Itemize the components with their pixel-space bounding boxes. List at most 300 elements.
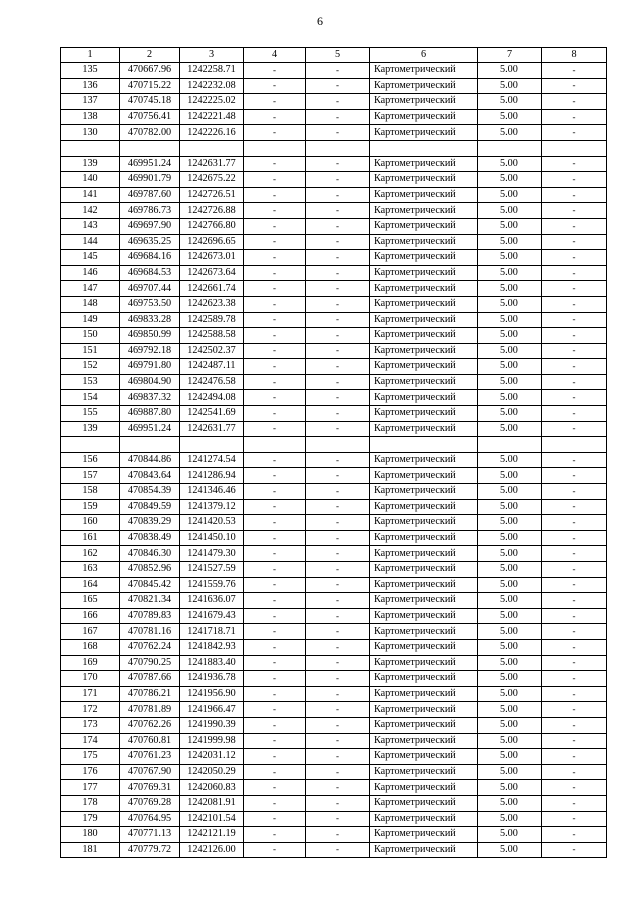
coordinate-x: 469786.73 — [120, 203, 180, 219]
coordinate-y: 1241956.90 — [180, 686, 244, 702]
coordinate-x: 470839.29 — [120, 515, 180, 531]
column-header: 8 — [542, 48, 607, 63]
point-number: 136 — [61, 78, 120, 94]
table-row — [61, 359, 607, 375]
coordinate-x: 470762.24 — [120, 639, 180, 655]
column-5-value: - — [306, 733, 370, 749]
accuracy-value: 5.00 — [478, 343, 542, 359]
column-8-value: - — [542, 671, 607, 687]
point-number: 172 — [61, 702, 120, 718]
point-number: 176 — [61, 764, 120, 780]
method-value: Картометрический — [370, 359, 478, 375]
accuracy-value: 5.00 — [478, 639, 542, 655]
table-row — [61, 78, 607, 94]
table-row — [61, 452, 607, 468]
column-header: 1 — [61, 48, 120, 63]
point-number: 156 — [61, 452, 120, 468]
column-4-value: - — [244, 390, 306, 406]
coordinate-x: 470786.21 — [120, 686, 180, 702]
coordinate-x: 470769.28 — [120, 795, 180, 811]
column-4-value: - — [244, 702, 306, 718]
method-value: Картометрический — [370, 686, 478, 702]
column-4-value: - — [244, 328, 306, 344]
method-value: Картометрический — [370, 265, 478, 281]
column-4-value: - — [244, 218, 306, 234]
accuracy-value: 5.00 — [478, 296, 542, 312]
column-4-value: - — [244, 374, 306, 390]
column-5-value: - — [306, 827, 370, 843]
method-value: Картометрический — [370, 390, 478, 406]
column-5-value: - — [306, 328, 370, 344]
column-5-value: - — [306, 250, 370, 266]
column-5-value: - — [306, 749, 370, 765]
column-4-value: - — [244, 484, 306, 500]
method-value: Картометрический — [370, 406, 478, 422]
coordinate-y: 1241420.53 — [180, 515, 244, 531]
column-5-value: - — [306, 234, 370, 250]
point-number: 149 — [61, 312, 120, 328]
method-value: Картометрический — [370, 795, 478, 811]
column-5-value: - — [306, 94, 370, 110]
column-5-value: - — [306, 312, 370, 328]
empty-cell — [120, 140, 180, 156]
column-4-value: - — [244, 562, 306, 578]
table-row — [61, 702, 607, 718]
method-value: Картометрический — [370, 94, 478, 110]
accuracy-value: 5.00 — [478, 218, 542, 234]
coordinate-x: 470845.42 — [120, 577, 180, 593]
column-8-value: - — [542, 468, 607, 484]
coordinate-x: 469850.99 — [120, 328, 180, 344]
column-4-value: - — [244, 686, 306, 702]
empty-cell — [478, 437, 542, 453]
coordinate-y: 1241527.59 — [180, 562, 244, 578]
table-row — [61, 296, 607, 312]
point-number: 177 — [61, 780, 120, 796]
point-number: 148 — [61, 296, 120, 312]
column-8-value: - — [542, 749, 607, 765]
method-value: Картометрический — [370, 624, 478, 640]
column-5-value: - — [306, 484, 370, 500]
column-5-value: - — [306, 530, 370, 546]
column-4-value: - — [244, 546, 306, 562]
accuracy-value: 5.00 — [478, 234, 542, 250]
method-value: Картометрический — [370, 733, 478, 749]
coordinate-y: 1241966.47 — [180, 702, 244, 718]
column-header: 7 — [478, 48, 542, 63]
page-number: 6 — [317, 14, 323, 28]
coordinate-y: 1241936.78 — [180, 671, 244, 687]
method-value: Картометрический — [370, 655, 478, 671]
accuracy-value: 5.00 — [478, 780, 542, 796]
table-row — [61, 749, 607, 765]
coordinate-y: 1242502.37 — [180, 343, 244, 359]
table-row — [61, 764, 607, 780]
coordinate-y: 1241286.94 — [180, 468, 244, 484]
column-8-value: - — [542, 281, 607, 297]
point-number: 158 — [61, 484, 120, 500]
column-4-value: - — [244, 234, 306, 250]
empty-cell — [542, 140, 607, 156]
column-4-value: - — [244, 733, 306, 749]
coordinate-y: 1242541.69 — [180, 406, 244, 422]
column-4-value: - — [244, 109, 306, 125]
column-4-value: - — [244, 452, 306, 468]
coordinate-y: 1242589.78 — [180, 312, 244, 328]
column-8-value: - — [542, 624, 607, 640]
coordinate-x: 469684.16 — [120, 250, 180, 266]
table-row — [61, 639, 607, 655]
coordinate-x: 469837.32 — [120, 390, 180, 406]
method-value: Картометрический — [370, 296, 478, 312]
accuracy-value: 5.00 — [478, 515, 542, 531]
coordinate-x: 470761.23 — [120, 749, 180, 765]
column-5-value: - — [306, 406, 370, 422]
column-5-value: - — [306, 343, 370, 359]
column-8-value: - — [542, 546, 607, 562]
point-number: 169 — [61, 655, 120, 671]
coordinate-y: 1241990.39 — [180, 717, 244, 733]
accuracy-value: 5.00 — [478, 811, 542, 827]
accuracy-value: 5.00 — [478, 827, 542, 843]
table-row — [61, 530, 607, 546]
column-header: 3 — [180, 48, 244, 63]
column-4-value: - — [244, 468, 306, 484]
method-value: Картометрический — [370, 468, 478, 484]
point-number: 179 — [61, 811, 120, 827]
column-4-value: - — [244, 250, 306, 266]
column-8-value: - — [542, 593, 607, 609]
table-row — [61, 374, 607, 390]
column-4-value: - — [244, 717, 306, 733]
accuracy-value: 5.00 — [478, 125, 542, 141]
point-number: 167 — [61, 624, 120, 640]
point-number: 164 — [61, 577, 120, 593]
column-8-value: - — [542, 390, 607, 406]
group-separator-row — [61, 140, 607, 156]
coordinate-y: 1241679.43 — [180, 608, 244, 624]
table-body — [61, 48, 607, 858]
column-8-value: - — [542, 187, 607, 203]
method-value: Картометрический — [370, 780, 478, 796]
table-row — [61, 562, 607, 578]
coordinate-x: 469792.18 — [120, 343, 180, 359]
accuracy-value: 5.00 — [478, 281, 542, 297]
coordinate-x: 470771.13 — [120, 827, 180, 843]
method-value: Картометрический — [370, 172, 478, 188]
table-row — [61, 312, 607, 328]
column-5-value: - — [306, 125, 370, 141]
empty-cell — [542, 437, 607, 453]
accuracy-value: 5.00 — [478, 187, 542, 203]
coordinate-y: 1242060.83 — [180, 780, 244, 796]
accuracy-value: 5.00 — [478, 733, 542, 749]
coordinate-x: 470667.96 — [120, 63, 180, 79]
column-8-value: - — [542, 639, 607, 655]
coordinate-x: 470781.89 — [120, 702, 180, 718]
accuracy-value: 5.00 — [478, 421, 542, 437]
column-5-value: - — [306, 608, 370, 624]
accuracy-value: 5.00 — [478, 109, 542, 125]
coordinate-y: 1242631.77 — [180, 421, 244, 437]
column-4-value: - — [244, 749, 306, 765]
column-8-value: - — [542, 530, 607, 546]
coordinate-x: 470779.72 — [120, 842, 180, 858]
coordinate-y: 1242226.16 — [180, 125, 244, 141]
column-5-value: - — [306, 390, 370, 406]
column-8-value: - — [542, 717, 607, 733]
empty-cell — [244, 140, 306, 156]
point-number: 160 — [61, 515, 120, 531]
column-4-value: - — [244, 593, 306, 609]
column-8-value: - — [542, 421, 607, 437]
accuracy-value: 5.00 — [478, 265, 542, 281]
coordinate-y: 1241346.46 — [180, 484, 244, 500]
coordinate-y: 1241636.07 — [180, 593, 244, 609]
column-5-value: - — [306, 374, 370, 390]
method-value: Картометрический — [370, 764, 478, 780]
method-value: Картометрический — [370, 717, 478, 733]
column-5-value: - — [306, 421, 370, 437]
coordinate-y: 1241718.71 — [180, 624, 244, 640]
empty-cell — [120, 437, 180, 453]
coordinate-y: 1242673.01 — [180, 250, 244, 266]
coordinate-y: 1242494.08 — [180, 390, 244, 406]
column-4-value: - — [244, 296, 306, 312]
coordinate-y: 1242673.64 — [180, 265, 244, 281]
method-value: Картометрический — [370, 312, 478, 328]
column-8-value: - — [542, 484, 607, 500]
coordinate-y: 1242661.74 — [180, 281, 244, 297]
method-value: Картометрический — [370, 608, 478, 624]
table-row — [61, 406, 607, 422]
point-number: 161 — [61, 530, 120, 546]
table-row — [61, 218, 607, 234]
column-8-value: - — [542, 764, 607, 780]
point-number: 174 — [61, 733, 120, 749]
coordinate-y: 1242101.54 — [180, 811, 244, 827]
column-5-value: - — [306, 218, 370, 234]
column-4-value: - — [244, 624, 306, 640]
point-number: 171 — [61, 686, 120, 702]
column-5-value: - — [306, 811, 370, 827]
coordinate-x: 469833.28 — [120, 312, 180, 328]
column-5-value: - — [306, 624, 370, 640]
coordinate-x: 469635.25 — [120, 234, 180, 250]
method-value: Картометрический — [370, 671, 478, 687]
column-5-value: - — [306, 764, 370, 780]
point-number: 147 — [61, 281, 120, 297]
empty-cell — [478, 140, 542, 156]
column-5-value: - — [306, 78, 370, 94]
coordinate-y: 1242121.19 — [180, 827, 244, 843]
table-row — [61, 281, 607, 297]
column-5-value: - — [306, 296, 370, 312]
coordinate-x: 469787.60 — [120, 187, 180, 203]
method-value: Картометрический — [370, 187, 478, 203]
point-number: 154 — [61, 390, 120, 406]
point-number: 139 — [61, 421, 120, 437]
coordinate-y: 1242081.91 — [180, 795, 244, 811]
point-number: 168 — [61, 639, 120, 655]
column-8-value: - — [542, 234, 607, 250]
table-row — [61, 655, 607, 671]
column-8-value: - — [542, 296, 607, 312]
coordinate-y: 1241999.98 — [180, 733, 244, 749]
coordinate-y: 1241559.76 — [180, 577, 244, 593]
coordinate-x: 470846.30 — [120, 546, 180, 562]
table-row — [61, 187, 607, 203]
column-header: 6 — [370, 48, 478, 63]
coordinate-y: 1241883.40 — [180, 655, 244, 671]
point-number: 151 — [61, 343, 120, 359]
column-5-value: - — [306, 671, 370, 687]
table-row — [61, 546, 607, 562]
point-number: 153 — [61, 374, 120, 390]
column-4-value: - — [244, 63, 306, 79]
accuracy-value: 5.00 — [478, 468, 542, 484]
column-4-value: - — [244, 671, 306, 687]
accuracy-value: 5.00 — [478, 717, 542, 733]
column-8-value: - — [542, 78, 607, 94]
point-number: 180 — [61, 827, 120, 843]
point-number: 145 — [61, 250, 120, 266]
empty-cell — [306, 437, 370, 453]
point-number: 142 — [61, 203, 120, 219]
column-5-value: - — [306, 780, 370, 796]
point-number: 130 — [61, 125, 120, 141]
accuracy-value: 5.00 — [478, 452, 542, 468]
method-value: Картометрический — [370, 593, 478, 609]
column-4-value: - — [244, 187, 306, 203]
coordinate-y: 1242225.02 — [180, 94, 244, 110]
column-5-value: - — [306, 281, 370, 297]
empty-cell — [244, 437, 306, 453]
point-number: 159 — [61, 499, 120, 515]
coordinate-y: 1241379.12 — [180, 499, 244, 515]
column-header: 4 — [244, 48, 306, 63]
table-row — [61, 234, 607, 250]
method-value: Картометрический — [370, 218, 478, 234]
accuracy-value: 5.00 — [478, 390, 542, 406]
accuracy-value: 5.00 — [478, 655, 542, 671]
table-row — [61, 94, 607, 110]
point-number: 150 — [61, 328, 120, 344]
coordinate-x: 469887.80 — [120, 406, 180, 422]
table-row — [61, 468, 607, 484]
accuracy-value: 5.00 — [478, 406, 542, 422]
coordinate-x: 470790.25 — [120, 655, 180, 671]
coordinate-y: 1242726.88 — [180, 203, 244, 219]
method-value: Картометрический — [370, 250, 478, 266]
column-8-value: - — [542, 63, 607, 79]
accuracy-value: 5.00 — [478, 156, 542, 172]
method-value: Картометрический — [370, 234, 478, 250]
point-number: 175 — [61, 749, 120, 765]
coordinate-x: 470760.81 — [120, 733, 180, 749]
coordinate-x: 469951.24 — [120, 421, 180, 437]
accuracy-value: 5.00 — [478, 686, 542, 702]
coordinate-x: 470854.39 — [120, 484, 180, 500]
column-8-value: - — [542, 702, 607, 718]
column-5-value: - — [306, 109, 370, 125]
method-value: Картометрический — [370, 749, 478, 765]
coordinate-y: 1242221.48 — [180, 109, 244, 125]
accuracy-value: 5.00 — [478, 562, 542, 578]
coordinate-x: 470756.41 — [120, 109, 180, 125]
coordinate-x: 469951.24 — [120, 156, 180, 172]
column-5-value: - — [306, 187, 370, 203]
accuracy-value: 5.00 — [478, 250, 542, 266]
method-value: Картометрический — [370, 577, 478, 593]
coordinate-x: 470789.83 — [120, 608, 180, 624]
table-row — [61, 733, 607, 749]
column-header: 5 — [306, 48, 370, 63]
method-value: Картометрический — [370, 546, 478, 562]
column-4-value: - — [244, 203, 306, 219]
point-number: 135 — [61, 63, 120, 79]
column-5-value: - — [306, 717, 370, 733]
table-row — [61, 484, 607, 500]
coordinate-y: 1242126.00 — [180, 842, 244, 858]
column-5-value: - — [306, 203, 370, 219]
coordinate-x: 469753.50 — [120, 296, 180, 312]
coordinate-x: 470849.59 — [120, 499, 180, 515]
coordinate-y: 1242696.65 — [180, 234, 244, 250]
accuracy-value: 5.00 — [478, 546, 542, 562]
table-row — [61, 390, 607, 406]
column-4-value: - — [244, 172, 306, 188]
column-5-value: - — [306, 795, 370, 811]
column-8-value: - — [542, 265, 607, 281]
coordinates-table — [60, 47, 607, 858]
column-8-value: - — [542, 608, 607, 624]
point-number: 178 — [61, 795, 120, 811]
method-value: Картометрический — [370, 562, 478, 578]
point-number: 139 — [61, 156, 120, 172]
column-8-value: - — [542, 780, 607, 796]
column-8-value: - — [542, 203, 607, 219]
table-row — [61, 499, 607, 515]
point-number: 140 — [61, 172, 120, 188]
method-value: Картометрический — [370, 374, 478, 390]
accuracy-value: 5.00 — [478, 749, 542, 765]
coordinate-y: 1241479.30 — [180, 546, 244, 562]
column-5-value: - — [306, 842, 370, 858]
accuracy-value: 5.00 — [478, 530, 542, 546]
method-value: Картометрический — [370, 109, 478, 125]
coordinate-y: 1242588.58 — [180, 328, 244, 344]
table-row — [61, 686, 607, 702]
method-value: Картометрический — [370, 78, 478, 94]
point-number: 165 — [61, 593, 120, 609]
empty-cell — [370, 437, 478, 453]
empty-cell — [61, 437, 120, 453]
column-5-value: - — [306, 515, 370, 531]
point-number: 162 — [61, 546, 120, 562]
accuracy-value: 5.00 — [478, 94, 542, 110]
accuracy-value: 5.00 — [478, 702, 542, 718]
method-value: Картометрический — [370, 63, 478, 79]
table-row — [61, 172, 607, 188]
column-5-value: - — [306, 702, 370, 718]
coordinate-y: 1242031.12 — [180, 749, 244, 765]
method-value: Картометрический — [370, 203, 478, 219]
coordinate-y: 1242675.22 — [180, 172, 244, 188]
column-4-value: - — [244, 265, 306, 281]
table-row — [61, 63, 607, 79]
column-4-value: - — [244, 406, 306, 422]
